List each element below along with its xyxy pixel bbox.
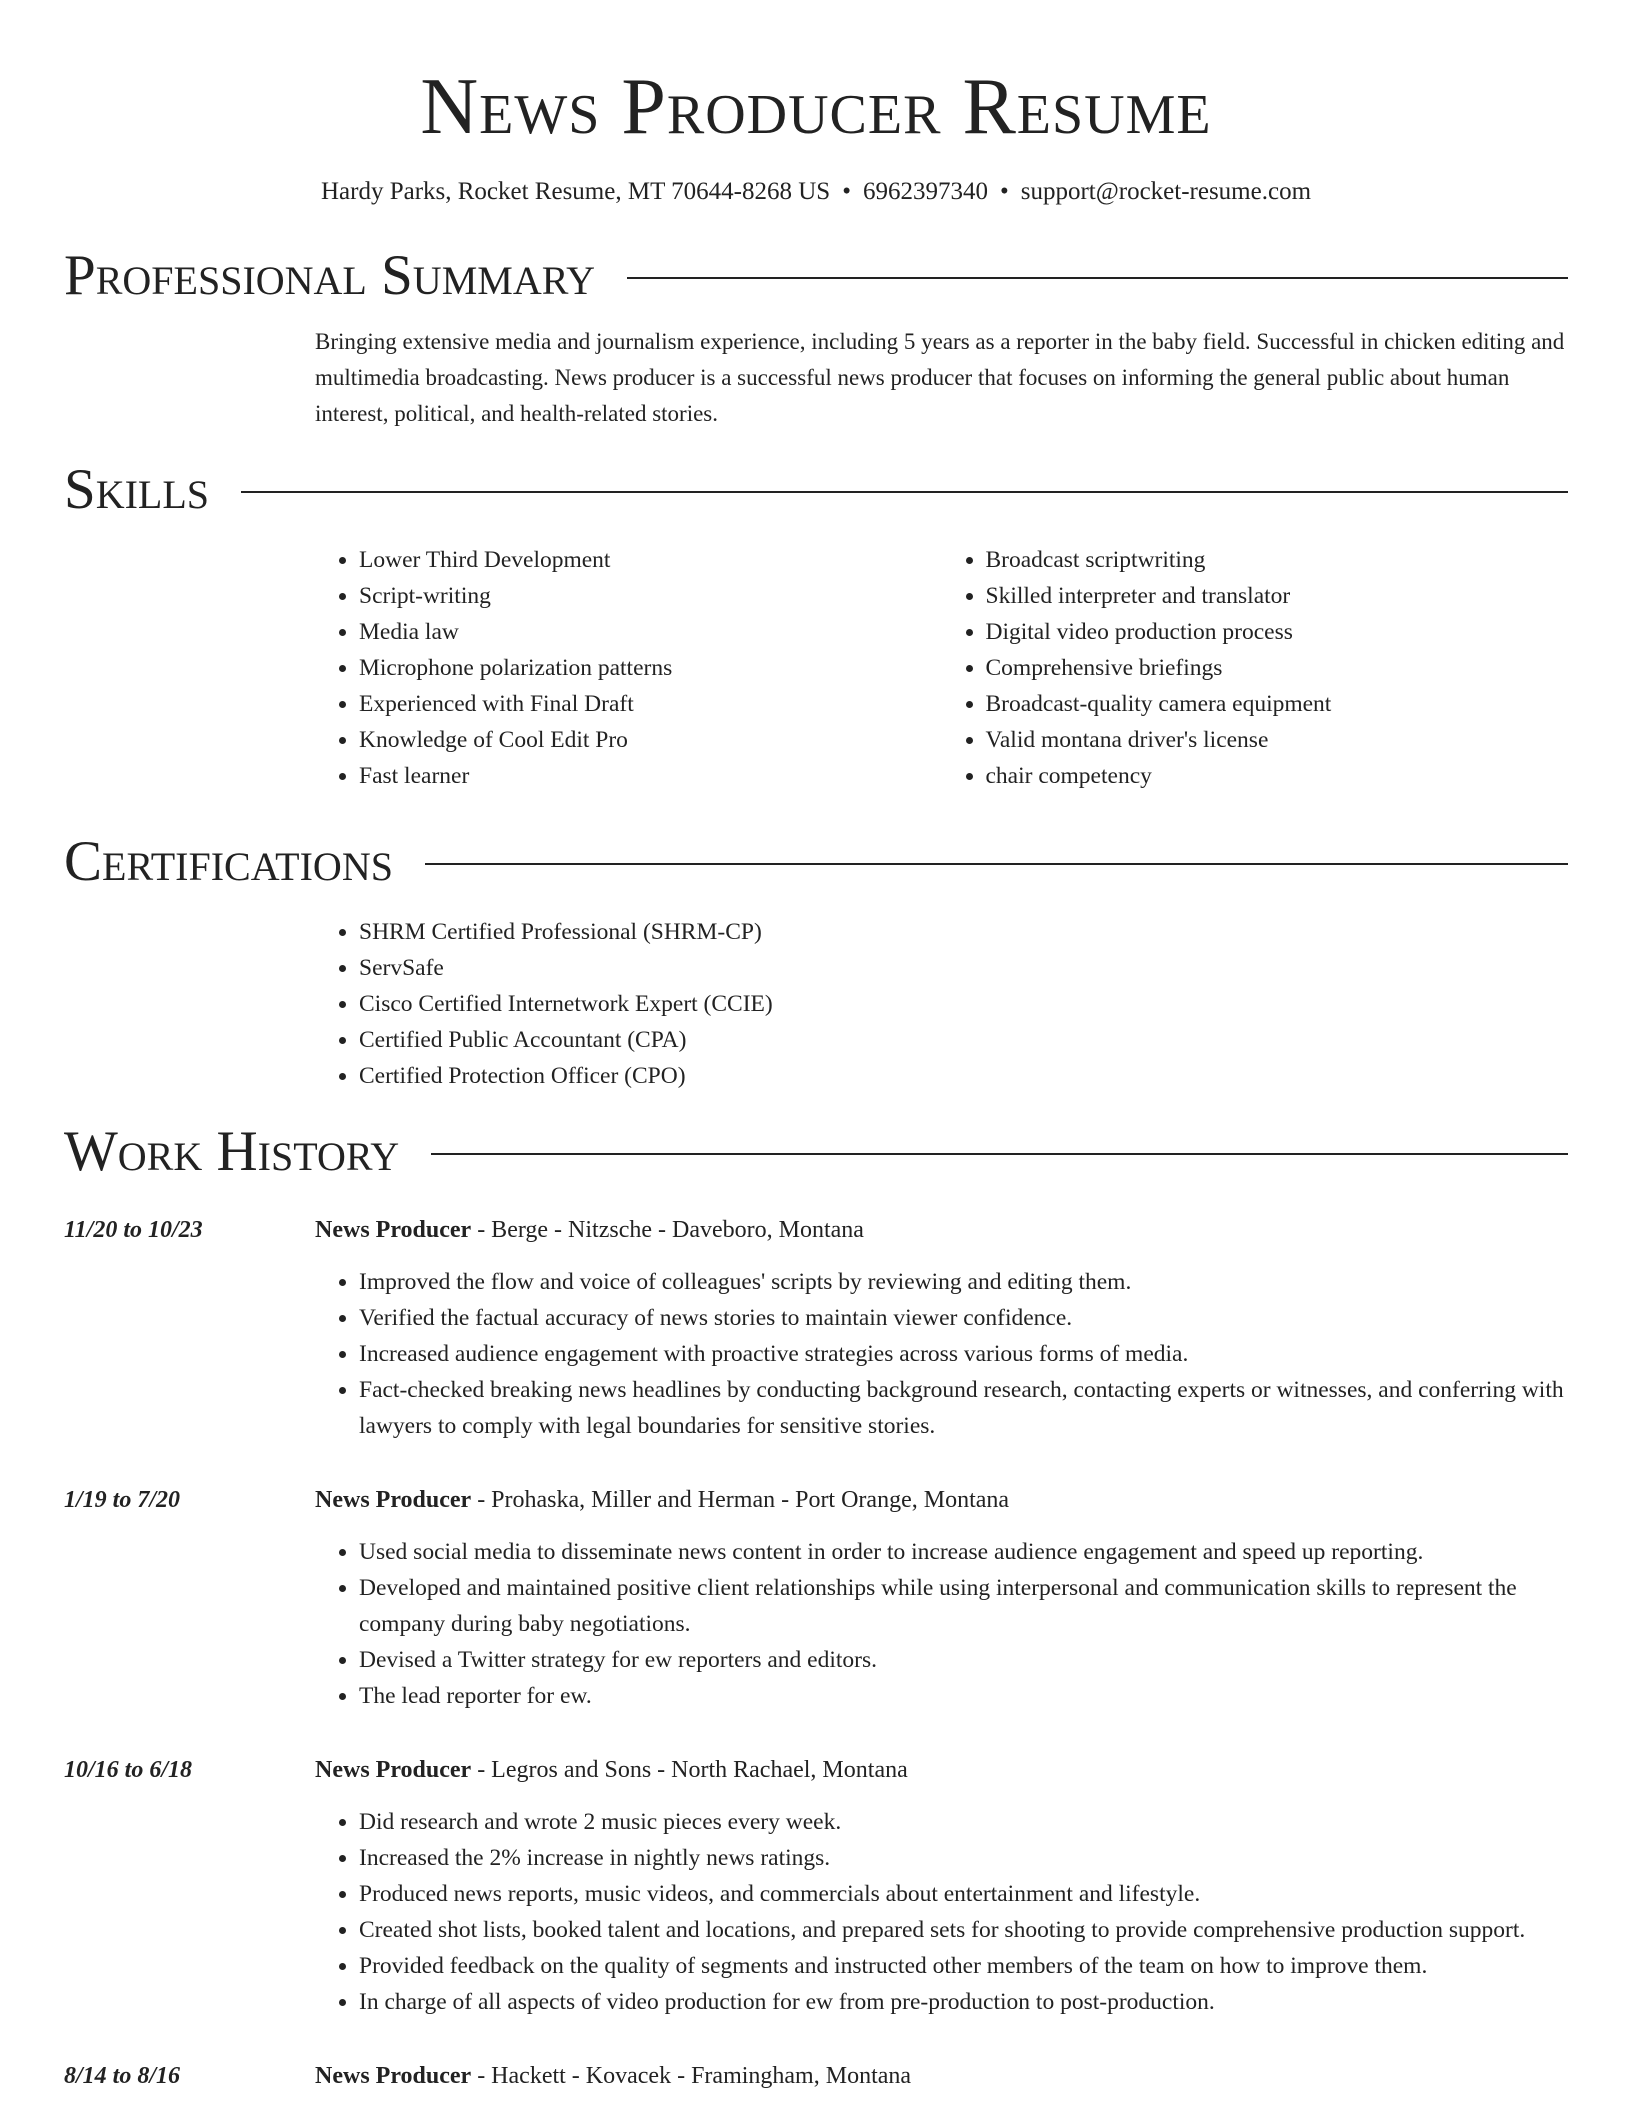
job-dates: 11/20 to 10/23 (64, 1217, 203, 1243)
job-duty-item: • Used social media to disseminate news content in order to increase audience engagement and speed up reporting. (359, 1534, 1568, 1570)
contact-separator: • (842, 178, 851, 205)
job-employer: - Prohaska, Miller and Herman - Port Orange, Montana (471, 1487, 1010, 1513)
job-dates: 8/14 to 8/16 (64, 2063, 181, 2089)
job-entry (64, 1752, 1568, 2020)
job-duties-list (315, 1264, 1568, 1444)
skill-item: • Lower Third Development (359, 542, 942, 578)
job-entry (64, 2058, 1568, 2094)
resume-title: News Producer Resume (420, 63, 1212, 151)
job-heading (315, 1212, 1568, 1248)
job-title: News Producer (315, 2063, 472, 2089)
skill-item: • Fast learner (359, 758, 942, 794)
job-duty-item: • Increased audience engagement with proactive strategies across various forms of media. (359, 1336, 1568, 1372)
job-employer: - Hackett - Kovacek - Framingham, Montana (471, 2063, 912, 2089)
job-body (315, 1482, 1568, 1714)
job-body (315, 1752, 1568, 2020)
skill-item: • Digital video production process (986, 614, 1569, 650)
job-duty-item: • Did research and wrote 2 music pieces every week. (359, 1804, 1568, 1840)
certification-item: • Certified Protection Officer (CPO) (359, 1058, 1568, 1094)
contact-email: support@rocket-resume.com (1020, 178, 1312, 205)
job-employer: - Legros and Sons - North Rachael, Montana (471, 1757, 908, 1783)
contact-line (64, 176, 1568, 208)
certification-item: • Cisco Certified Internetwork Expert (CCIE) (359, 986, 1568, 1022)
work-history-list (64, 1212, 1568, 2094)
section-divider (425, 863, 1568, 865)
certification-item: • Certified Public Accountant (CPA) (359, 1022, 1568, 1058)
resume-page (64, 0, 1568, 2094)
contact-phone: 6962397340 (862, 178, 988, 205)
job-entry (64, 1482, 1568, 1714)
job-heading (315, 1752, 1568, 1788)
skills-grid (315, 542, 1568, 794)
job-duty-item: • Provided feedback on the quality of segments and instructed other members of the team on how to improve them. (359, 1948, 1568, 1984)
skills-section-header (64, 458, 1568, 522)
certifications-section-header (64, 830, 1568, 894)
skill-item: • Valid montana driver's license (986, 722, 1569, 758)
contact-address: Hardy Parks, Rocket Resume, MT 70644-8268 US (320, 178, 831, 205)
job-dates: 1/19 to 7/20 (64, 1487, 181, 1513)
job-duties-list (315, 1804, 1568, 2020)
skill-item: • Experienced with Final Draft (359, 686, 942, 722)
skill-item: • chair competency (986, 758, 1569, 794)
job-employer: - Berge - Nitzsche - Daveboro, Montana (471, 1217, 864, 1243)
job-title: News Producer (315, 1217, 472, 1243)
section-divider (431, 1153, 1568, 1155)
job-duties-list (315, 1534, 1568, 1714)
skill-item: • Knowledge of Cool Edit Pro (359, 722, 942, 758)
certification-item: • ServSafe (359, 950, 1568, 986)
skill-item: • Microphone polarization patterns (359, 650, 942, 686)
section-divider (627, 277, 1568, 279)
section-divider (241, 491, 1568, 493)
skill-item: • Skilled interpreter and translator (986, 578, 1569, 614)
job-duty-item: • Verified the factual accuracy of news stories to maintain viewer confidence. (359, 1300, 1568, 1336)
job-body (315, 2058, 1568, 2094)
job-duty-item: • Devised a Twitter strategy for ew reporters and editors. (359, 1642, 1568, 1678)
skill-item: • Media law (359, 614, 942, 650)
certifications-block (315, 914, 1568, 1094)
job-duty-item: • Improved the flow and voice of colleagues' scripts by reviewing and editing them. (359, 1264, 1568, 1300)
skills-heading: Skills (64, 458, 210, 521)
job-duty-item: • Created shot lists, booked talent and locations, and prepared sets for shooting to provide comprehensive production support. (359, 1912, 1568, 1948)
job-heading (315, 1482, 1568, 1518)
job-duty-item: • Developed and maintained positive client relationships while using interpersonal and communication skills to represent the company during baby negotiations. (359, 1570, 1568, 1642)
skills-list-right (942, 542, 1569, 794)
skill-item: • Comprehensive briefings (986, 650, 1569, 686)
job-duty-item: • The lead reporter for ew. (359, 1678, 1568, 1714)
certifications-list (315, 914, 1568, 1094)
summary-heading: Professional Summary (64, 244, 596, 307)
work-section-header (64, 1120, 1568, 1184)
work-heading: Work History (64, 1120, 400, 1183)
job-duty-item: • Increased the 2% increase in nightly news ratings. (359, 1840, 1568, 1876)
skill-item: • Broadcast-quality camera equipment (986, 686, 1569, 722)
contact-separator: • (999, 178, 1009, 205)
job-duty-item: • Fact-checked breaking news headlines by conducting background research, contacting experts or witnesses, and conferring with lawyers to comply with legal boundaries for sensitive stories. (359, 1372, 1568, 1444)
certification-item: • SHRM Certified Professional (SHRM-CP) (359, 914, 1568, 950)
skill-item: • Script-writing (359, 578, 942, 614)
skills-list-left (315, 542, 942, 794)
job-duty-item: • In charge of all aspects of video production for ew from pre-production to post-production. (359, 1984, 1568, 2020)
job-title: News Producer (315, 1757, 472, 1783)
job-title: News Producer (315, 1487, 472, 1513)
job-duty-item: • Produced news reports, music videos, and commercials about entertainment and lifestyle. (359, 1876, 1568, 1912)
job-dates: 10/16 to 6/18 (64, 1757, 193, 1783)
job-heading (315, 2058, 1568, 2094)
job-body (315, 1212, 1568, 1444)
summary-section-header (64, 244, 1568, 308)
summary-text: Bringing extensive media and journalism experience, including 5 years as a reporter in the baby field. Successful in chicken editing and multimedia broadcasting. News producer is a successful news producer that focuses on informing the general public about human interest, political, and health-related stories. (315, 329, 1565, 426)
certifications-heading: Certifications (64, 830, 393, 893)
job-entry (64, 1212, 1568, 1444)
skill-item: • Broadcast scriptwriting (986, 542, 1569, 578)
